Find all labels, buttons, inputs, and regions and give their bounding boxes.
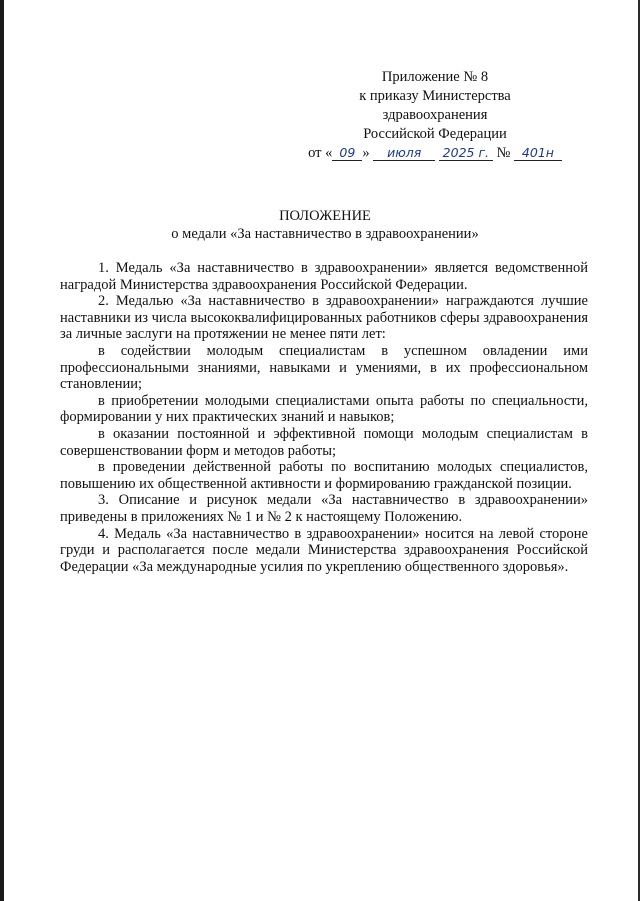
date-quote-close: » bbox=[362, 145, 370, 161]
title-subheading: о медали «За наставничество в здравоохранении» bbox=[171, 226, 479, 242]
ministry-name: здравоохранения bbox=[382, 107, 488, 123]
paragraph-2-item-4: в проведении действенной работы по воспитанию молодых специалистов, повышению их общественной активности и формированию гражданской позиции. bbox=[60, 459, 588, 492]
paragraph-4: 4. Медаль «За наставничество в здравоохранении» носится на левой стороне груди и располагается после медали Министерства здравоохранения Российской Федерации «За международные усилия по укреплению общественного здоровья». bbox=[60, 525, 588, 575]
title-heading: ПОЛОЖЕНИЕ bbox=[279, 208, 371, 224]
paragraph-2: 2. Медалью «За наставничество в здравоохранении» награждаются лучшие наставники из числа высококвалифицированных работников сферы здравоохранения за личные заслуги на протяжении не менее пяти лет: bbox=[60, 293, 588, 343]
paragraph-2-item-2: в приобретении молодыми специалистами опыта работы по специальности, формировании у них практических знаний и навыков; bbox=[60, 392, 588, 426]
paragraph-2-item-1: в содействии молодым специалистам в успешном овладении ими профессиональными знаниями, навыками и умениями, в их профессиональном становлении; bbox=[60, 342, 588, 393]
appendix-number: Приложение № 8 bbox=[381, 69, 489, 85]
handwritten-year: 2025 г. bbox=[439, 146, 493, 161]
scan-edge-left bbox=[0, 0, 4, 901]
appendix-header bbox=[300, 68, 570, 163]
document-title bbox=[60, 207, 590, 243]
order-date-line bbox=[300, 144, 570, 163]
handwritten-order-number: 401н bbox=[514, 146, 562, 161]
paragraph-3: 3. Описание и рисунок медали «За наставничество в здравоохранении» приведены в приложениях № 1 и № 2 к настоящему Положению. bbox=[60, 492, 588, 525]
handwritten-day: 09 bbox=[332, 146, 362, 161]
handwritten-month: июля bbox=[373, 146, 435, 161]
date-prefix: от « bbox=[308, 145, 333, 161]
paragraph-2-item-3: в оказании постоянной и эффективной помощи молодым специалистам в совершенствовании форм и методов работы; bbox=[60, 425, 588, 459]
country-name: Российской Федерации bbox=[363, 126, 507, 142]
order-reference: к приказу Министерства bbox=[359, 88, 511, 104]
regulation-body bbox=[60, 260, 588, 575]
number-label: № bbox=[496, 145, 511, 161]
paragraph-1: 1. Медаль «За наставничество в здравоохранении» является ведомственной наградой Министерства здравоохранения Российской Федерации. bbox=[60, 260, 588, 293]
